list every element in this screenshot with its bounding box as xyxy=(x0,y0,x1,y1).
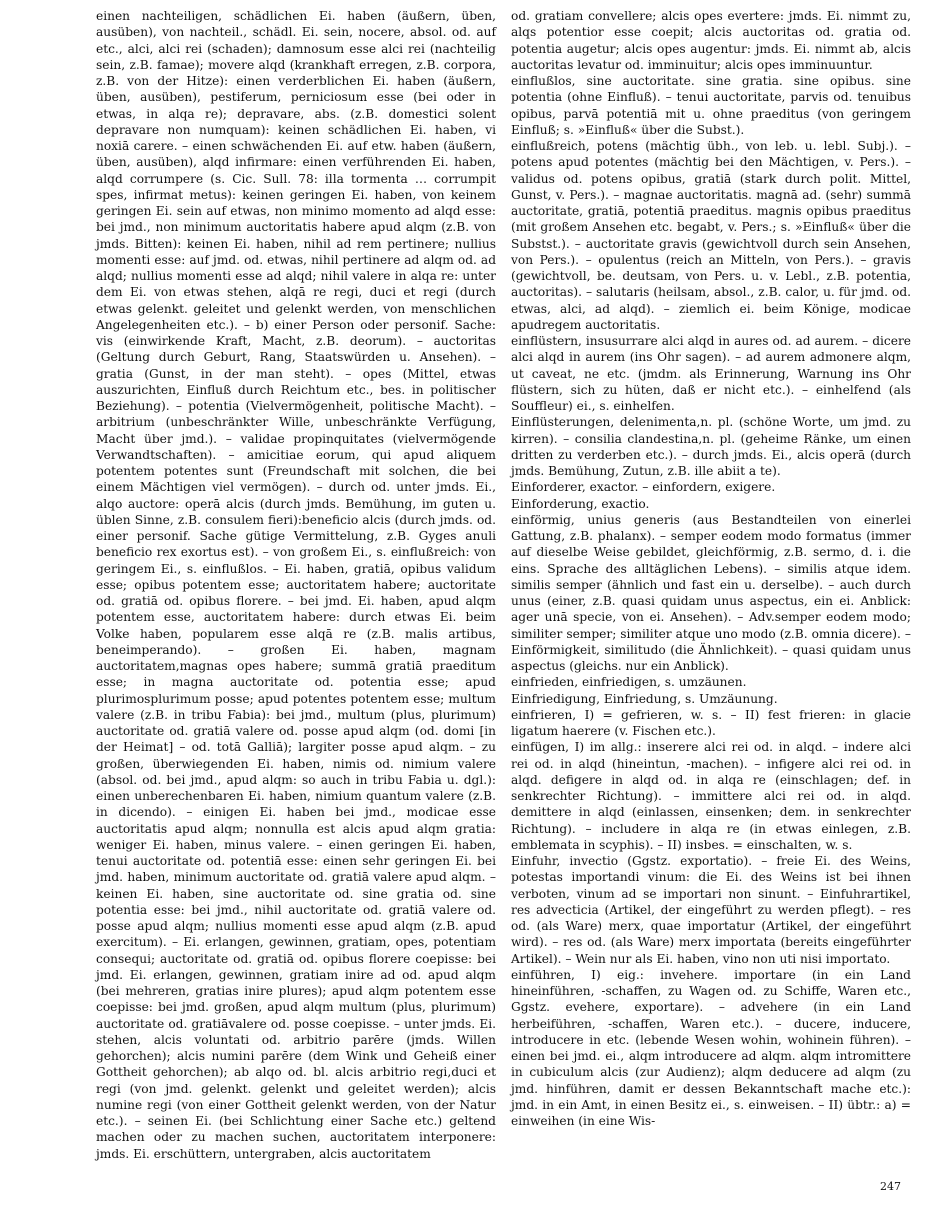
entry-paragraph: Einforderung, exactio. xyxy=(511,496,650,511)
entry-paragraph: einflußlos, sine auctoritate. sine gratia. sine opibus. sine potentia (ohne Einfluß). – tenui auctoritate, parvis od. tenuibus opibus, parvā potentiā mit u. ohne praeditus (von geringem Einfluß; s. »Einfluß« über die Subst.). xyxy=(511,74,911,137)
page-number: 247 xyxy=(880,1180,901,1193)
entry-paragraph: od. gratiam convellere; alcis opes evertere: jmds. Ei. nimmt zu, alqs potentior esse coepit; alcis auctoritas od. gratia od. potentia augetur; alcis opes augentur: jmds. Ei. nimmt ab, alcis auctoritas levatur od. imminuitur; alcis opes imminuuntur. xyxy=(511,9,911,72)
entry-paragraph: einführen, I) eig.: invehere. importare (in ein Land hineinführen, -schaffen, zu Wagen od. zu Schiffe, Waren etc., Ggstz. evehere, exportare). – advehere (in ein Land herbeiführen, -schaffen, Waren etc.). – ducere, inducere, introducere in etc. (lebende Wesen wohin, wohinein führen). – einen bei jmd. ei., alqm introducere ad alqm. alqm intromittere in cubiculum alcis (zur Audienz); alqm deducere ad alqm (zu jmd. hinführen, damit er dessen Bekanntschaft mache etc.): jmd. in ein Amt, in einen Besitz ei., s. einweisen. – II) übtr.: a) = einweihen (in eine Wis- xyxy=(511,967,911,1128)
entry-paragraph: Einfuhr, invectio (Ggstz. exportatio). – freie Ei. des Weins, potestas importandi vinum: die Ei. des Weins ist bei ihnen verboten, vinum ad se importari non sinunt. – Einfuhrartikel, res advecticia (Artikel, der eingeführt zu werden pflegt). – res od. (als Ware) merx, quae importatur (Artikel, der eingeführt wird). – res od. (als Ware) merx importata (bereits eingeführter Artikel). – Wein nur als Ei. haben, vino non uti nisi importato. xyxy=(511,854,911,966)
entry-paragraph: einförmig, unius generis (aus Bestandteilen von einerlei Gattung, z.B. phalanx). – semper eodem modo formatus (immer auf dieselbe Weise gebildet, gleichförmig, z.B. sermo, d. i. die eins. Sprache des alltäglichen Lebens). – similis atque idem. similis semper (ähnlich und fast ein u. derselbe). – auch durch unus (einer, z.B. quasi quidam unus aspectus, ein ei. Anblick: ager unā specie, von ei. Ansehen). – Adv.semper eodem modo; similiter semper; similiter atque uno modo (z.B. omnia dicere). – Einförmigkeit, similitudo (die Ähnlichkeit). – quasi quidam unus aspectus (gleichs. nur ein Anblick). xyxy=(511,512,911,673)
entry-paragraph: einfrieren, I) = gefrieren, w. s. – II) fest frieren: in glacie ligatum haerere (v. Fischen etc.). xyxy=(511,707,911,738)
entry-paragraph: einflüstern, insusurrare alci alqd in aures od. ad aurem. – dicere alci alqd in aurem (ins Ohr sagen). – ad aurem admonere alqm, ut caveat, ne etc. (jmdm. als Erinnerung, Warnung ins Ohr flüstern, sich zu hüten, daß er nicht etc.). – einhelfend (als Souffleur) ei., s. einhelfen. xyxy=(511,334,911,413)
entry-paragraph: Einflüsterungen, delenimenta,n. pl. (schöne Worte, um jmd. zu kirren). – consilia clandestina,n. pl. (geheime Ränke, um einen dritten zu verderben etc.). – durch jmds. Ei., alcis operā (durch jmds. Bemühung, Zutun, z.B. ille abiit a te). xyxy=(511,415,911,478)
entry-paragraph: einfügen, I) im allg.: inserere alci rei od. in alqd. – indere alci rei od. in alqd (hineintun, -machen). – infigere alci rei od. in alqd. defigere in alqd od. in alqa re (einschlagen; def. in senkrechter Richtung). – immittere alci rei od. in alqd. demittere in alqd (einlassen, einsenken; dem. in senkrechter Richtung). – includere in alqa re (in etwas einlegen, z.B. emblemata in scyphis). – II) insbes. = einschalten, w. s. xyxy=(511,740,911,852)
entry-paragraph: Einfriedigung, Einfriedung, s. Umzäunung. xyxy=(511,691,778,706)
entry-paragraph: Einforderer, exactor. – einfordern, exigere. xyxy=(511,480,776,495)
left-column xyxy=(96,8,496,1162)
entry-paragraph: einfrieden, einfriedigen, s. umzäunen. xyxy=(511,675,747,690)
entry-paragraph: einen nachteiligen, schädlichen Ei. haben (äußern, üben, ausüben), von nachteil., schädl. Ei. sein, nocere, absol. od. auf etc., alci, alci rei (schaden); damnosum esse alci rei (nachteilig sein, z.B. famae); movere alqd (krankhaft erregen, z.B. corpora, z.B. von der Hitze): einen verderblichen Ei. haben (äußern, üben, ausüben), pestiferum, perniciosum esse (bei oder in etwas, in alqa re); depravare, abs. (z.B. domestici solent depravare non numquam): keinen schädlichen Ei. haben, vi noxiā carere. – einen schwächenden Ei. auf etw. haben (äußern, üben, ausüben), alqd infirmare: einen verführenden Ei. haben, alqd corrumpere (s. Cic. Sull. 78: illa tormenta … corrumpit spes, infirmat metus): keinen geringen Ei. haben, von keinem geringen Ei. sein auf etwas, non minimo momento ad alqd esse: bei jmd., non minimum auctoritatis habere apud alqm (z.B. von jmds. Bitten): keinen Ei. haben, nihil ad rem pertinere; nullius momenti esse: auf jmd. od. etwas, nihil pertinere ad alqm od. ad alqd; nullius momenti esse ad alqd; nihil valere in alqa re: unter dem Ei. von etwas stehen, alqā re regi, duci et regi (durch etwas gelenkt. geleitet und gelenkt werden, von menschlichen Angelegenheiten etc.). – b) einer Person oder personif. Sache: vis (einwirkende Kraft, Macht, z.B. deorum). – auctoritas (Geltung durch Geburt, Rang, Staatswürden u. Ansehen). – gratia (Gunst, in der man steht). – opes (Mittel, etwas auszurichten, Einfluß durch Reichtum etc., bes. in politischer Beziehung). – potentia (Vielvermögenheit, politische Macht). – arbitrium (unbeschränkter Wille, unbeschränkte Verfügung, Macht über jmd.). – validae propinquitates (vielvermögende Verwandtschaften). – amicitiae eorum, qui apud aliquem potentem potentes sunt (Freundschaft mit solchen, die bei einem Mächtigen viel vermögen). – durch od. unter jmds. Ei., alqo auctore: operā alcis (durch jmds. Bemühung, im guten u. üblen Sinne, z.B. consulem fieri):beneficio alcis (durch jmds. od. einer personif. Sache gütige Vermittelung, z.B. Gyges anuli beneficio rex exortus est). – von großem Ei., s. einflußreich: von geringem Ei., s. einflußlos. – Ei. haben, gratiā, opibus validum esse; opibus potentem esse; auctoritatem habere; auctoritate od. gratiā od. opibus florere. – bei jmd. Ei. haben, apud alqm potentem esse, auctoritatem habere: durch etwas Ei. beim Volke haben, popularem esse alqā re (z.B. malis artibus, beneimperando). – großen Ei. haben, magnam auctoritatem,magnas opes habere; summā gratiā praeditum esse; in magna auctoritate od. potentia esse; apud plurimosplurimum posse; apud potentes potentem esse; multum valere (z.B. in tribu Fabia): bei jmd., multum (plus, plurimum) auctoritate od. gratiā valere od. posse apud alqm (od. domi [in der Heimat] – od. totā Galliā); largiter posse apud alqm. – zu großen, überwiegenden Ei. haben, nimis od. nimium valere (absol. od. bei jmd., apud alqm: so auch in tribu Fabia u. dgl.): einen unberechenbaren Ei. haben, nimium quantum valere (z.B. in dicendo). – einigen Ei. haben bei jmd., modicae esse auctoritatis apud alqm; nonnulla est alcis apud alqm gratia: weniger Ei. haben, minus valere. – einen geringen Ei. haben, tenui auctoritate od. potentiā esse: einen sehr geringen Ei. bei jmd. haben, minimum auctoritate od. gratiā valere apud alqm. – keinen Ei. haben, sine auctoritate od. sine gratia od. sine potentia esse: bei jmd., nihil auctoritate od. gratiā valere od. posse apud alqm; nullius momenti esse apud alqm (z.B. apud exercitum). – Ei. erlangen, gewinnen, gratiam, opes, potentiam consequi; auctoritate od. gratiā od. opibus florere coepisse: bei jmd. Ei. erlangen, gewinnen, gratiam inire ad od. apud alqm (bei mehreren, gratias inire plures); apud alqm potentem esse coepisse: bei jmd. großen, apud alqm multum (plus, plurimum) auctoritate od. gratiāvalere od. posse coepisse. – unter jmds. Ei. stehen, alcis voluntati od. arbitrio parēre (jmds. Willen gehorchen); alcis numini parēre (dem Wink und Geheiß einer Gottheit gehorchen); ab alqo od. bl. alcis arbitrio regi,duci et regi (von jmd. gelenkt. gelenkt und geleitet werden); alcis numine regi (von einer Gottheit gelenkt werden, von der Natur etc.). – seinen Ei. (bei Schlichtung einer Sache etc.) geltend machen oder zu machen suchen, auctoritatem interponere: jmds. Ei. erschüttern, untergraben, alcis auctoritatem xyxy=(96,9,496,1161)
right-column xyxy=(511,8,911,1129)
entry-paragraph: einflußreich, potens (mächtig übh., von leb. u. lebl. Subj.). – potens apud potentes (mächtig bei den Mächtigen, v. Pers.). – validus od. potens opibus, gratiā (stark durch polit. Mittel, Gunst, v. Pers.). – magnae auctoritatis. magnā ad. (sehr) summā auctoritate, gratiā, potentiā praeditus. magnis opibus praeditus (mit großem Ansehen etc. begabt, v. Pers.; s. »Einfluß« über die Substst.). – auctoritate gravis (gewichtvoll durch sein Ansehen, von Pers.). – opulentus (reich an Mitteln, von Pers.). – gravis (gewichtvoll, be. deutsam, von Pers. u. v. Lebl., z.B. potentia, auctoritas). – salutaris (heilsam, absol., z.B. calor, u. für jmd. od. etwas, alci, ad alqd). – ziemlich ei. beim Könige, modicae apudregem auctoritatis. xyxy=(511,139,911,332)
